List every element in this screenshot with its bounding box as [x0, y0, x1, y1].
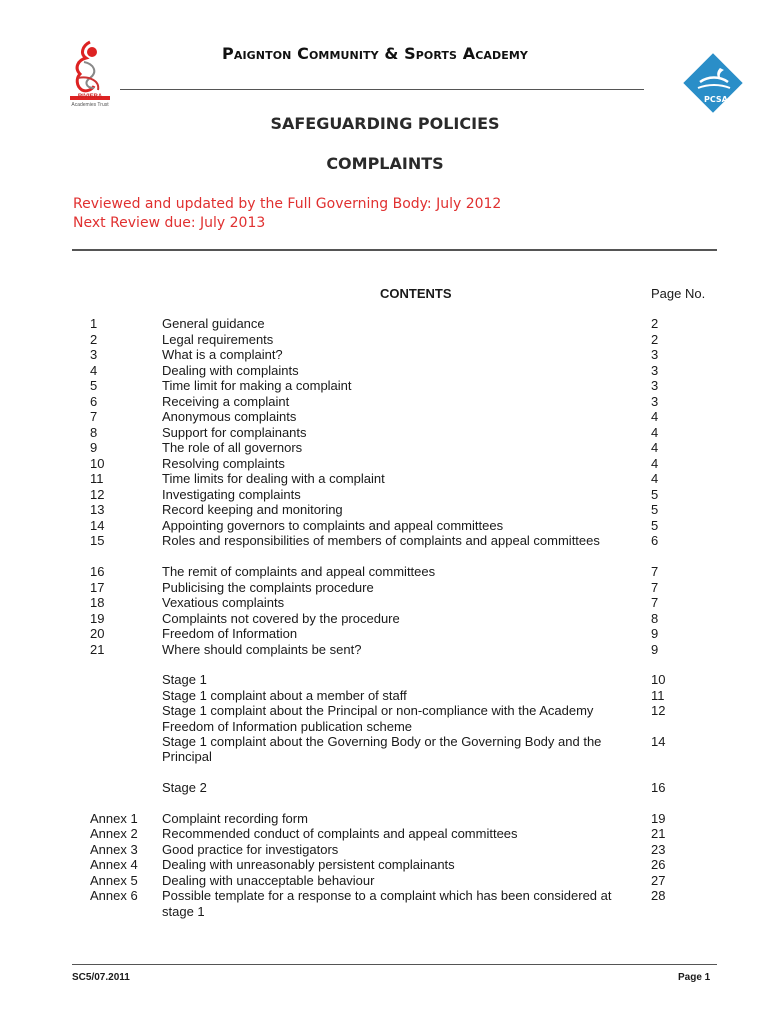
- toc-section-number: Annex 3: [90, 841, 138, 857]
- toc-section-title: Stage 1 complaint about the Governing Body or the Governing Body and the Principal: [162, 733, 602, 764]
- toc-section-title: Stage 1 complaint about a member of staff: [162, 687, 407, 703]
- toc-section-title: Record keeping and monitoring: [162, 502, 343, 517]
- toc-section-number: 20: [90, 626, 105, 641]
- page-number: Page 1: [678, 972, 711, 983]
- page-number-heading: Page No.: [651, 286, 706, 301]
- toc-section-title: Complaints not covered by the procedure: [162, 610, 400, 626]
- section-title: SAFEGUARDING POLICIES: [270, 114, 500, 133]
- toc-page-number: 23: [651, 841, 666, 857]
- toc-section-number: 7: [90, 409, 98, 424]
- toc-page-number: 5: [651, 517, 659, 533]
- toc-section-number: 11: [90, 471, 104, 486]
- header-divider: [120, 89, 644, 90]
- logo-caption: RIVIERA: [77, 94, 103, 100]
- toc-section-title: Anonymous complaints: [162, 409, 297, 424]
- toc-page-number: 4: [651, 455, 659, 471]
- toc-section-title: Appointing governors to complaints and appeal committees: [162, 517, 504, 533]
- toc-section-title: Where should complaints be sent?: [162, 641, 362, 657]
- toc-page-number: 7: [651, 595, 659, 610]
- organisation-name: Paignton Community & Sports Academy: [222, 44, 528, 63]
- section-divider: [72, 249, 717, 251]
- footer-divider: [72, 964, 717, 965]
- toc-page-number: 19: [651, 810, 666, 826]
- toc-section-title: Possible template for a response to a complaint which has been considered at stage 1: [162, 888, 612, 919]
- toc-page-number: 10: [651, 672, 666, 687]
- toc-page-number: 3: [651, 347, 659, 362]
- toc-section-title: Legal requirements: [162, 331, 274, 347]
- next-review-line: Next Review due: July 2013: [73, 215, 266, 231]
- toc-page-number: 3: [651, 362, 659, 378]
- svg-text:PCSA: PCSA: [704, 95, 728, 104]
- toc-section-number: 19: [90, 610, 105, 626]
- toc-section-title: Recommended conduct of complaints and appeal committees: [162, 826, 518, 841]
- toc-section-title: Publicising the complaints procedure: [162, 579, 374, 595]
- toc-page-number: 4: [651, 409, 659, 424]
- toc-section-title: Time limit for making a complaint: [162, 378, 352, 393]
- toc-page-number: 28: [651, 888, 666, 903]
- toc-section-number: 21: [90, 641, 105, 657]
- toc-section-number: 6: [90, 393, 98, 409]
- toc-row: [90, 533, 710, 565]
- toc-section-number: Annex 1: [90, 810, 138, 826]
- toc-page-number: 4: [651, 440, 659, 455]
- toc-page-number: 26: [651, 857, 666, 872]
- toc-section-title: Stage 1: [162, 672, 207, 687]
- toc-row: [90, 642, 710, 674]
- toc-section-title: Freedom of Information: [162, 626, 298, 641]
- toc-page-number: 9: [651, 626, 659, 641]
- toc-section-title: Resolving complaints: [162, 455, 285, 471]
- toc-page-number: 6: [651, 533, 659, 548]
- toc-row: [90, 888, 710, 920]
- toc-section-number: 18: [90, 595, 105, 610]
- toc-section-number: 16: [90, 564, 105, 579]
- toc-page-number: 3: [651, 393, 659, 409]
- toc-page-number: 5: [651, 502, 659, 517]
- toc-section-number: 9: [90, 440, 98, 455]
- toc-section-title: Roles and responsibilities of members of complaints and appeal committees: [162, 533, 600, 548]
- toc-section-number: 4: [90, 362, 98, 378]
- toc-section-number: 10: [90, 455, 105, 471]
- toc-section-number: 5: [90, 378, 98, 393]
- toc-page-number: 4: [651, 471, 659, 486]
- toc-section-title: Stage 1 complaint about the Principal or non-compliance with the Academy Freedom of Information publication scheme: [162, 703, 594, 734]
- toc-section-number: 12: [90, 486, 105, 502]
- toc-section-title: Dealing with unacceptable behaviour: [162, 872, 375, 888]
- toc-section-number: Annex 4: [90, 857, 138, 872]
- toc-section-number: 2: [90, 331, 98, 347]
- pcsa-logo-icon: [682, 52, 744, 114]
- toc-section-number: 3: [90, 347, 98, 362]
- toc-page-number: 5: [651, 486, 659, 502]
- toc-section-title: Dealing with unreasonably persistent complainants: [162, 857, 455, 872]
- toc-page-number: 16: [651, 780, 666, 795]
- toc-page-number: 4: [651, 424, 659, 440]
- logo-subcaption: Academies Trust: [71, 102, 109, 108]
- toc-section-number: 1: [90, 316, 98, 331]
- toc-section-title: Investigating complaints: [162, 486, 301, 502]
- toc-page-number: 11: [651, 687, 665, 703]
- contents-heading: CONTENTS: [380, 286, 452, 301]
- toc-section-title: Support for complainants: [162, 424, 307, 440]
- toc-section-number: 14: [90, 517, 105, 533]
- toc-row: [90, 703, 710, 735]
- toc-page-number: 14: [651, 733, 666, 749]
- toc-section-number: Annex 2: [90, 826, 138, 841]
- toc-page-number: 2: [651, 331, 659, 347]
- toc-section-title: Stage 2: [162, 780, 207, 795]
- toc-section-title: Dealing with complaints: [162, 362, 299, 378]
- review-date-line: Reviewed and updated by the Full Governing Body: July 2012: [73, 196, 502, 212]
- document-code: SC5/07.2011: [72, 972, 130, 983]
- toc-page-number: 9: [651, 641, 659, 657]
- toc-section-number: 17: [90, 579, 105, 595]
- toc-section-title: The remit of complaints and appeal committees: [162, 564, 436, 579]
- toc-page-number: 7: [651, 564, 659, 579]
- toc-section-number: 13: [90, 502, 105, 517]
- toc-page-number: 3: [651, 378, 659, 393]
- toc-section-number: 8: [90, 424, 98, 440]
- toc-section-title: Time limits for dealing with a complaint: [162, 471, 385, 486]
- toc-page-number: 27: [651, 872, 666, 888]
- toc-section-title: Complaint recording form: [162, 810, 308, 826]
- toc-section-title: Good practice for investigators: [162, 841, 339, 857]
- toc-section-title: General guidance: [162, 316, 265, 331]
- table-of-contents: [90, 316, 710, 926]
- academies-trust-logo-icon: [64, 38, 116, 116]
- toc-section-number: Annex 6: [90, 888, 138, 903]
- toc-page-number: 21: [651, 826, 666, 841]
- toc-section-title: Vexatious complaints: [162, 595, 285, 610]
- toc-section-title: What is a complaint?: [162, 347, 283, 362]
- document-title: COMPLAINTS: [326, 154, 444, 173]
- toc-page-number: 7: [651, 579, 659, 595]
- toc-section-number: 15: [90, 533, 105, 548]
- toc-section-number: Annex 5: [90, 872, 138, 888]
- toc-section-title: The role of all governors: [162, 440, 303, 455]
- toc-page-number: 2: [651, 316, 659, 331]
- toc-page-number: 8: [651, 610, 659, 626]
- toc-row: [90, 780, 710, 812]
- toc-page-number: 12: [651, 703, 666, 718]
- toc-row: [90, 734, 710, 766]
- toc-section-title: Receiving a complaint: [162, 393, 290, 409]
